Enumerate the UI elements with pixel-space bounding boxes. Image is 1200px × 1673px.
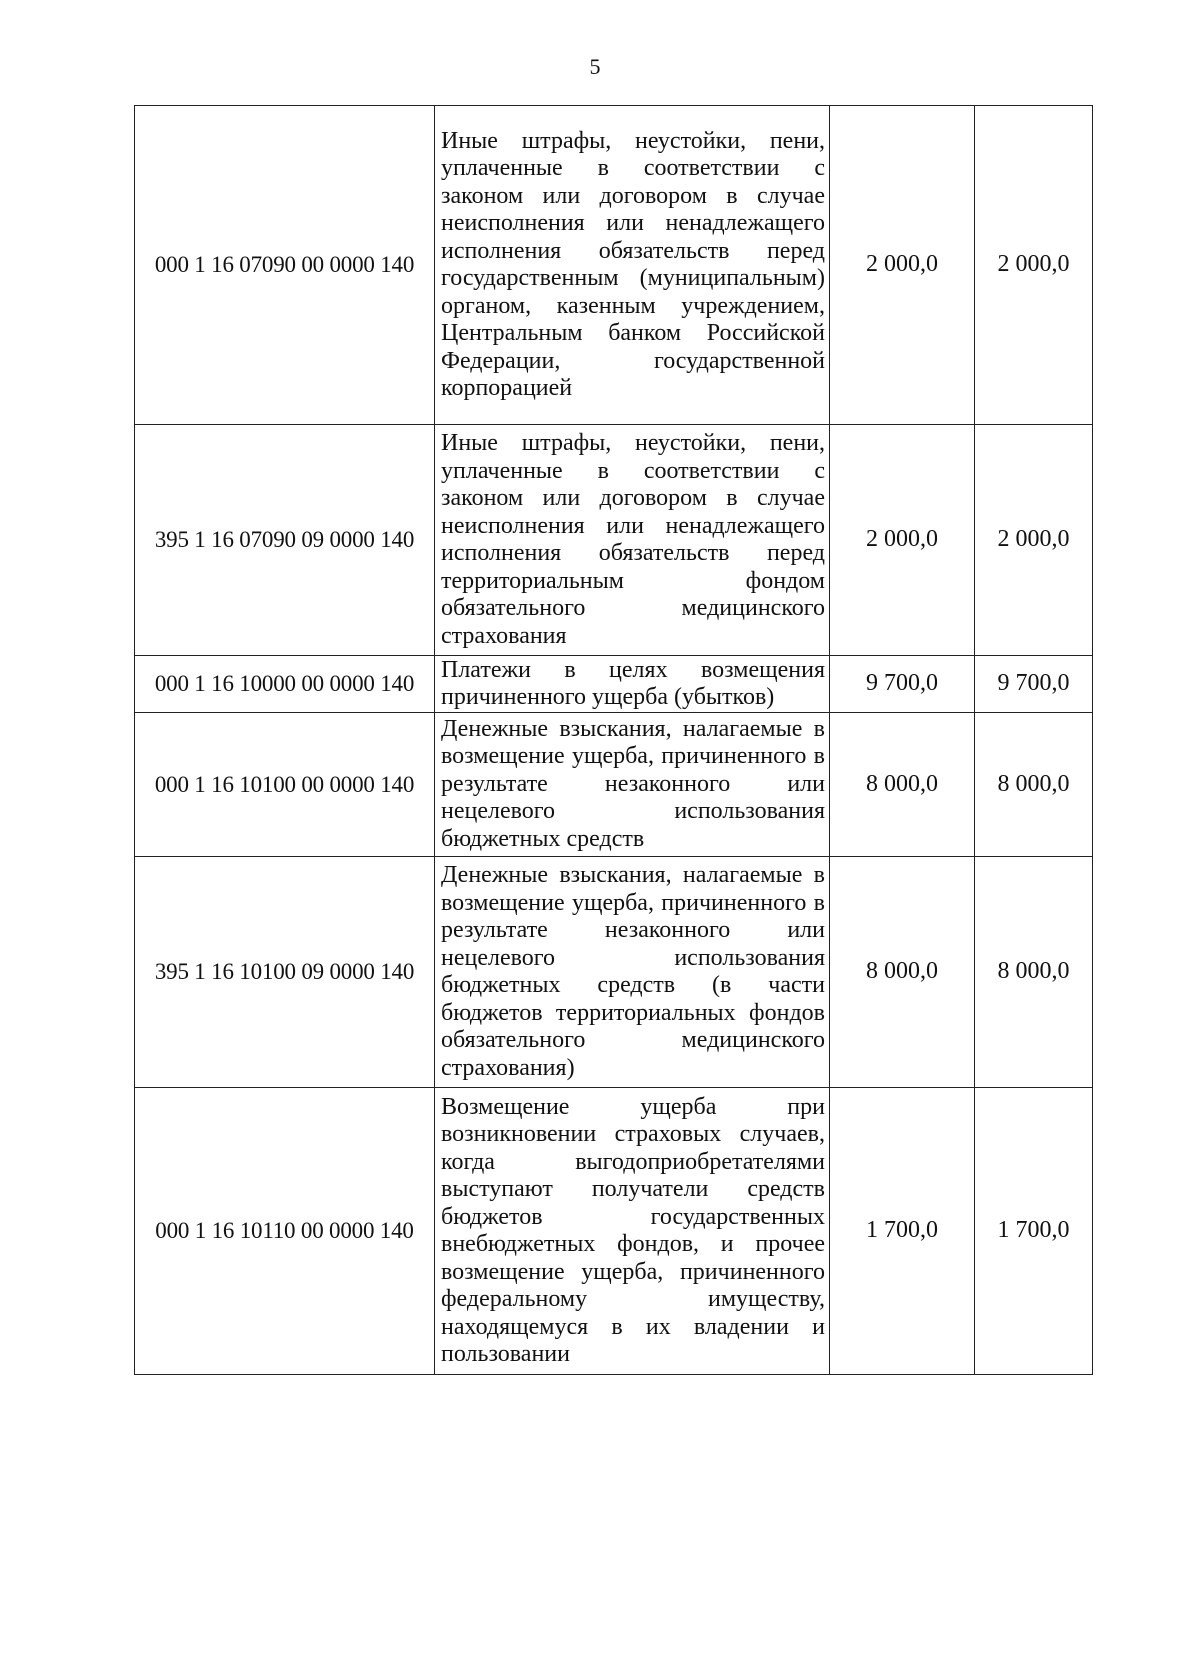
description-cell: Платежи в целях возмещения причиненного ущерба (убытков) xyxy=(435,656,830,713)
table-row xyxy=(135,1088,1093,1375)
revenue-table xyxy=(134,105,1093,1375)
page-number: 5 xyxy=(589,54,601,79)
budget-code-cell: 000 1 16 10100 00 0000 140 xyxy=(135,713,435,857)
budget-code-cell: 000 1 16 10000 00 0000 140 xyxy=(135,656,435,713)
budget-code-cell: 395 1 16 07090 09 0000 140 xyxy=(135,425,435,656)
description-cell: Иные штрафы, неустойки, пени, уплаченные в соответствии с законом или договором в случае неисполнения или ненадлежащего исполнения обязательств перед государственным (муниципальным) органом, казенным учреждением, Центральным банком Российской Федерации, государственной корпорацией xyxy=(435,106,830,425)
amount-cell-2: 8 000,0 xyxy=(975,713,1093,857)
table-row xyxy=(135,656,1093,713)
table-row xyxy=(135,425,1093,656)
budget-code-cell: 000 1 16 10110 00 0000 140 xyxy=(135,1088,435,1375)
amount-cell-2: 1 700,0 xyxy=(975,1088,1093,1375)
description-cell: Иные штрафы, неустойки, пени, уплаченные в соответствии с законом или договором в случае неисполнения или ненадлежащего исполнения обязательств перед территориальным фондом обязательного медицинского страхования xyxy=(435,425,830,656)
amount-cell-1: 8 000,0 xyxy=(830,713,975,857)
amount-cell-1: 1 700,0 xyxy=(830,1088,975,1375)
table-row xyxy=(135,857,1093,1088)
amount-cell-1: 2 000,0 xyxy=(830,425,975,656)
amount-cell-2: 9 700,0 xyxy=(975,656,1093,713)
table-row xyxy=(135,106,1093,425)
budget-code-cell: 000 1 16 07090 00 0000 140 xyxy=(135,106,435,425)
amount-cell-2: 8 000,0 xyxy=(975,857,1093,1088)
table-row xyxy=(135,713,1093,857)
description-cell: Денежные взыскания, налагаемые в возмещение ущерба, причиненного в результате незаконного или нецелевого использования бюджетных средств (в части бюджетов территориальных фондов обязательного медицинского страхования) xyxy=(435,857,830,1088)
description-cell: Возмещение ущерба при возникновении страховых случаев, когда выгодоприобретателями выступают получатели средств бюджетов государственных внебюджетных фондов, и прочее возмещение ущерба, причиненного федеральному имуществу, находящемуся в их владении и пользовании xyxy=(435,1088,830,1375)
amount-cell-1: 9 700,0 xyxy=(830,656,975,713)
description-cell: Денежные взыскания, налагаемые в возмещение ущерба, причиненного в результате незаконного или нецелевого использования бюджетных средств xyxy=(435,713,830,857)
budget-code-cell: 395 1 16 10100 09 0000 140 xyxy=(135,857,435,1088)
amount-cell-2: 2 000,0 xyxy=(975,106,1093,425)
amount-cell-2: 2 000,0 xyxy=(975,425,1093,656)
amount-cell-1: 2 000,0 xyxy=(830,106,975,425)
amount-cell-1: 8 000,0 xyxy=(830,857,975,1088)
